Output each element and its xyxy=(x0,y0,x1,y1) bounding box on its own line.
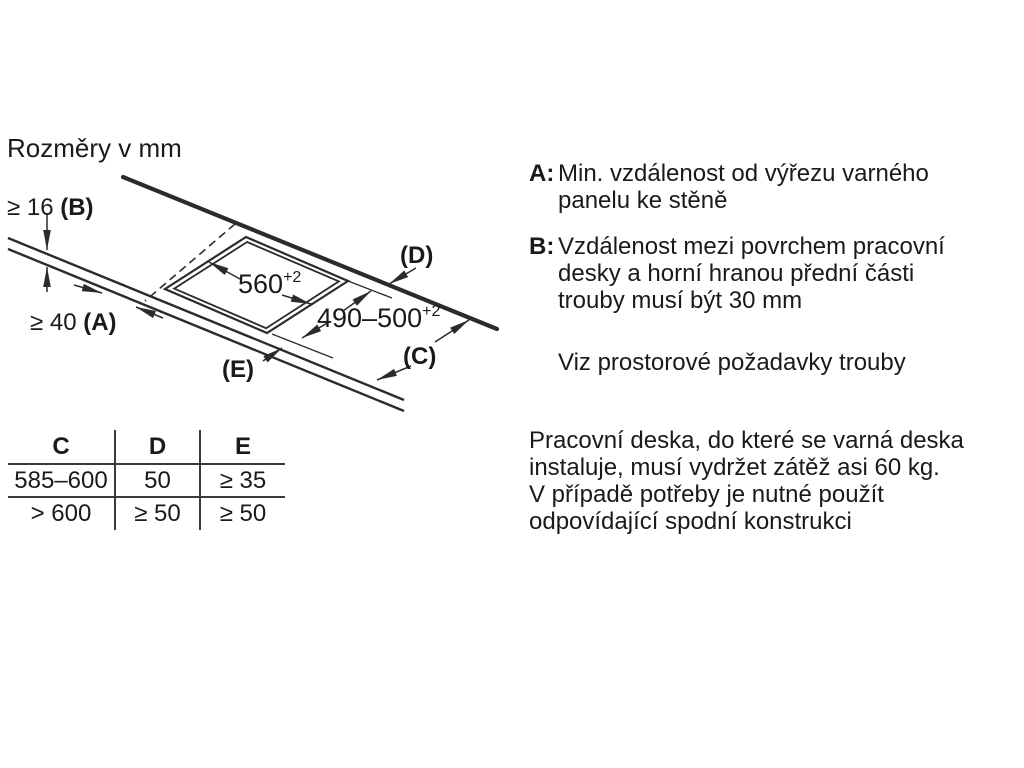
worktop-note-line: instaluje, musí vydržet zátěž asi 60 kg. xyxy=(529,454,940,481)
dimensions-table xyxy=(8,430,285,530)
label-e: (E) xyxy=(222,356,254,383)
worktop-note-line: V případě potřeby je nutné použít xyxy=(529,481,884,508)
width-dim-arrow-right xyxy=(282,295,311,304)
table-header-c: C xyxy=(52,432,70,460)
table-cell-c2: > 600 xyxy=(30,500,92,527)
table-header-e: E xyxy=(234,432,251,460)
width-dim-arrow-left xyxy=(209,262,240,279)
table-cell-d2: ≥ 50 xyxy=(115,497,200,530)
thickness-dim-label: ≥ 16 (B) xyxy=(7,194,94,221)
cutout-width-dim-value: $560^{+2}$ xyxy=(238,269,302,299)
wall-dist-dim-arrow-right xyxy=(136,307,163,318)
table-cell-c1: 585–600 xyxy=(14,466,108,494)
note-a-line: Min. vzdálenost od výřezu varného xyxy=(558,160,929,187)
label-c-arrow-up xyxy=(435,320,469,342)
worktop-note-line: odpovídající spodní konstrukci xyxy=(529,508,852,535)
note-see-oven-requirements: Viz prostorové požadavky trouby xyxy=(558,349,906,376)
note-worktop-load xyxy=(529,427,964,535)
cutout-depth-dim-value: $490-500^{+2}$ xyxy=(317,303,441,333)
label-d: (D) xyxy=(400,242,434,269)
page-title: Rozměry v mm xyxy=(7,133,182,163)
worktop-note-line: Pracovní deska, do které se varná deska xyxy=(529,427,964,454)
note-b-line: Vzdálenost mezi povrchem pracovní xyxy=(558,233,945,260)
note-item-a xyxy=(529,160,929,214)
note-a-label: A: xyxy=(529,160,555,187)
cutout-edge-dashed-extension xyxy=(145,224,235,301)
table-header-row xyxy=(8,430,285,464)
label-d-arrow xyxy=(389,268,416,284)
wall-dist-dim-label: ≥ 40 (A) xyxy=(30,309,117,336)
note-item-b xyxy=(529,233,945,314)
label-c: (C) xyxy=(403,343,437,370)
table-cell-e1: ≥ 35 xyxy=(219,466,267,494)
table-row xyxy=(8,497,285,530)
table-cell-d1: 50 xyxy=(115,464,200,497)
table-cell-e2: ≥ 50 xyxy=(219,500,267,527)
note-b-line: desky a horní hranou přední části xyxy=(558,260,915,287)
note-b-label: B: xyxy=(529,233,555,260)
note-a-line: panelu ke stěně xyxy=(558,187,728,214)
note-b-line: trouby musí být 30 mm xyxy=(558,287,803,314)
table-row xyxy=(8,464,285,497)
table-header-d: D xyxy=(115,430,200,464)
